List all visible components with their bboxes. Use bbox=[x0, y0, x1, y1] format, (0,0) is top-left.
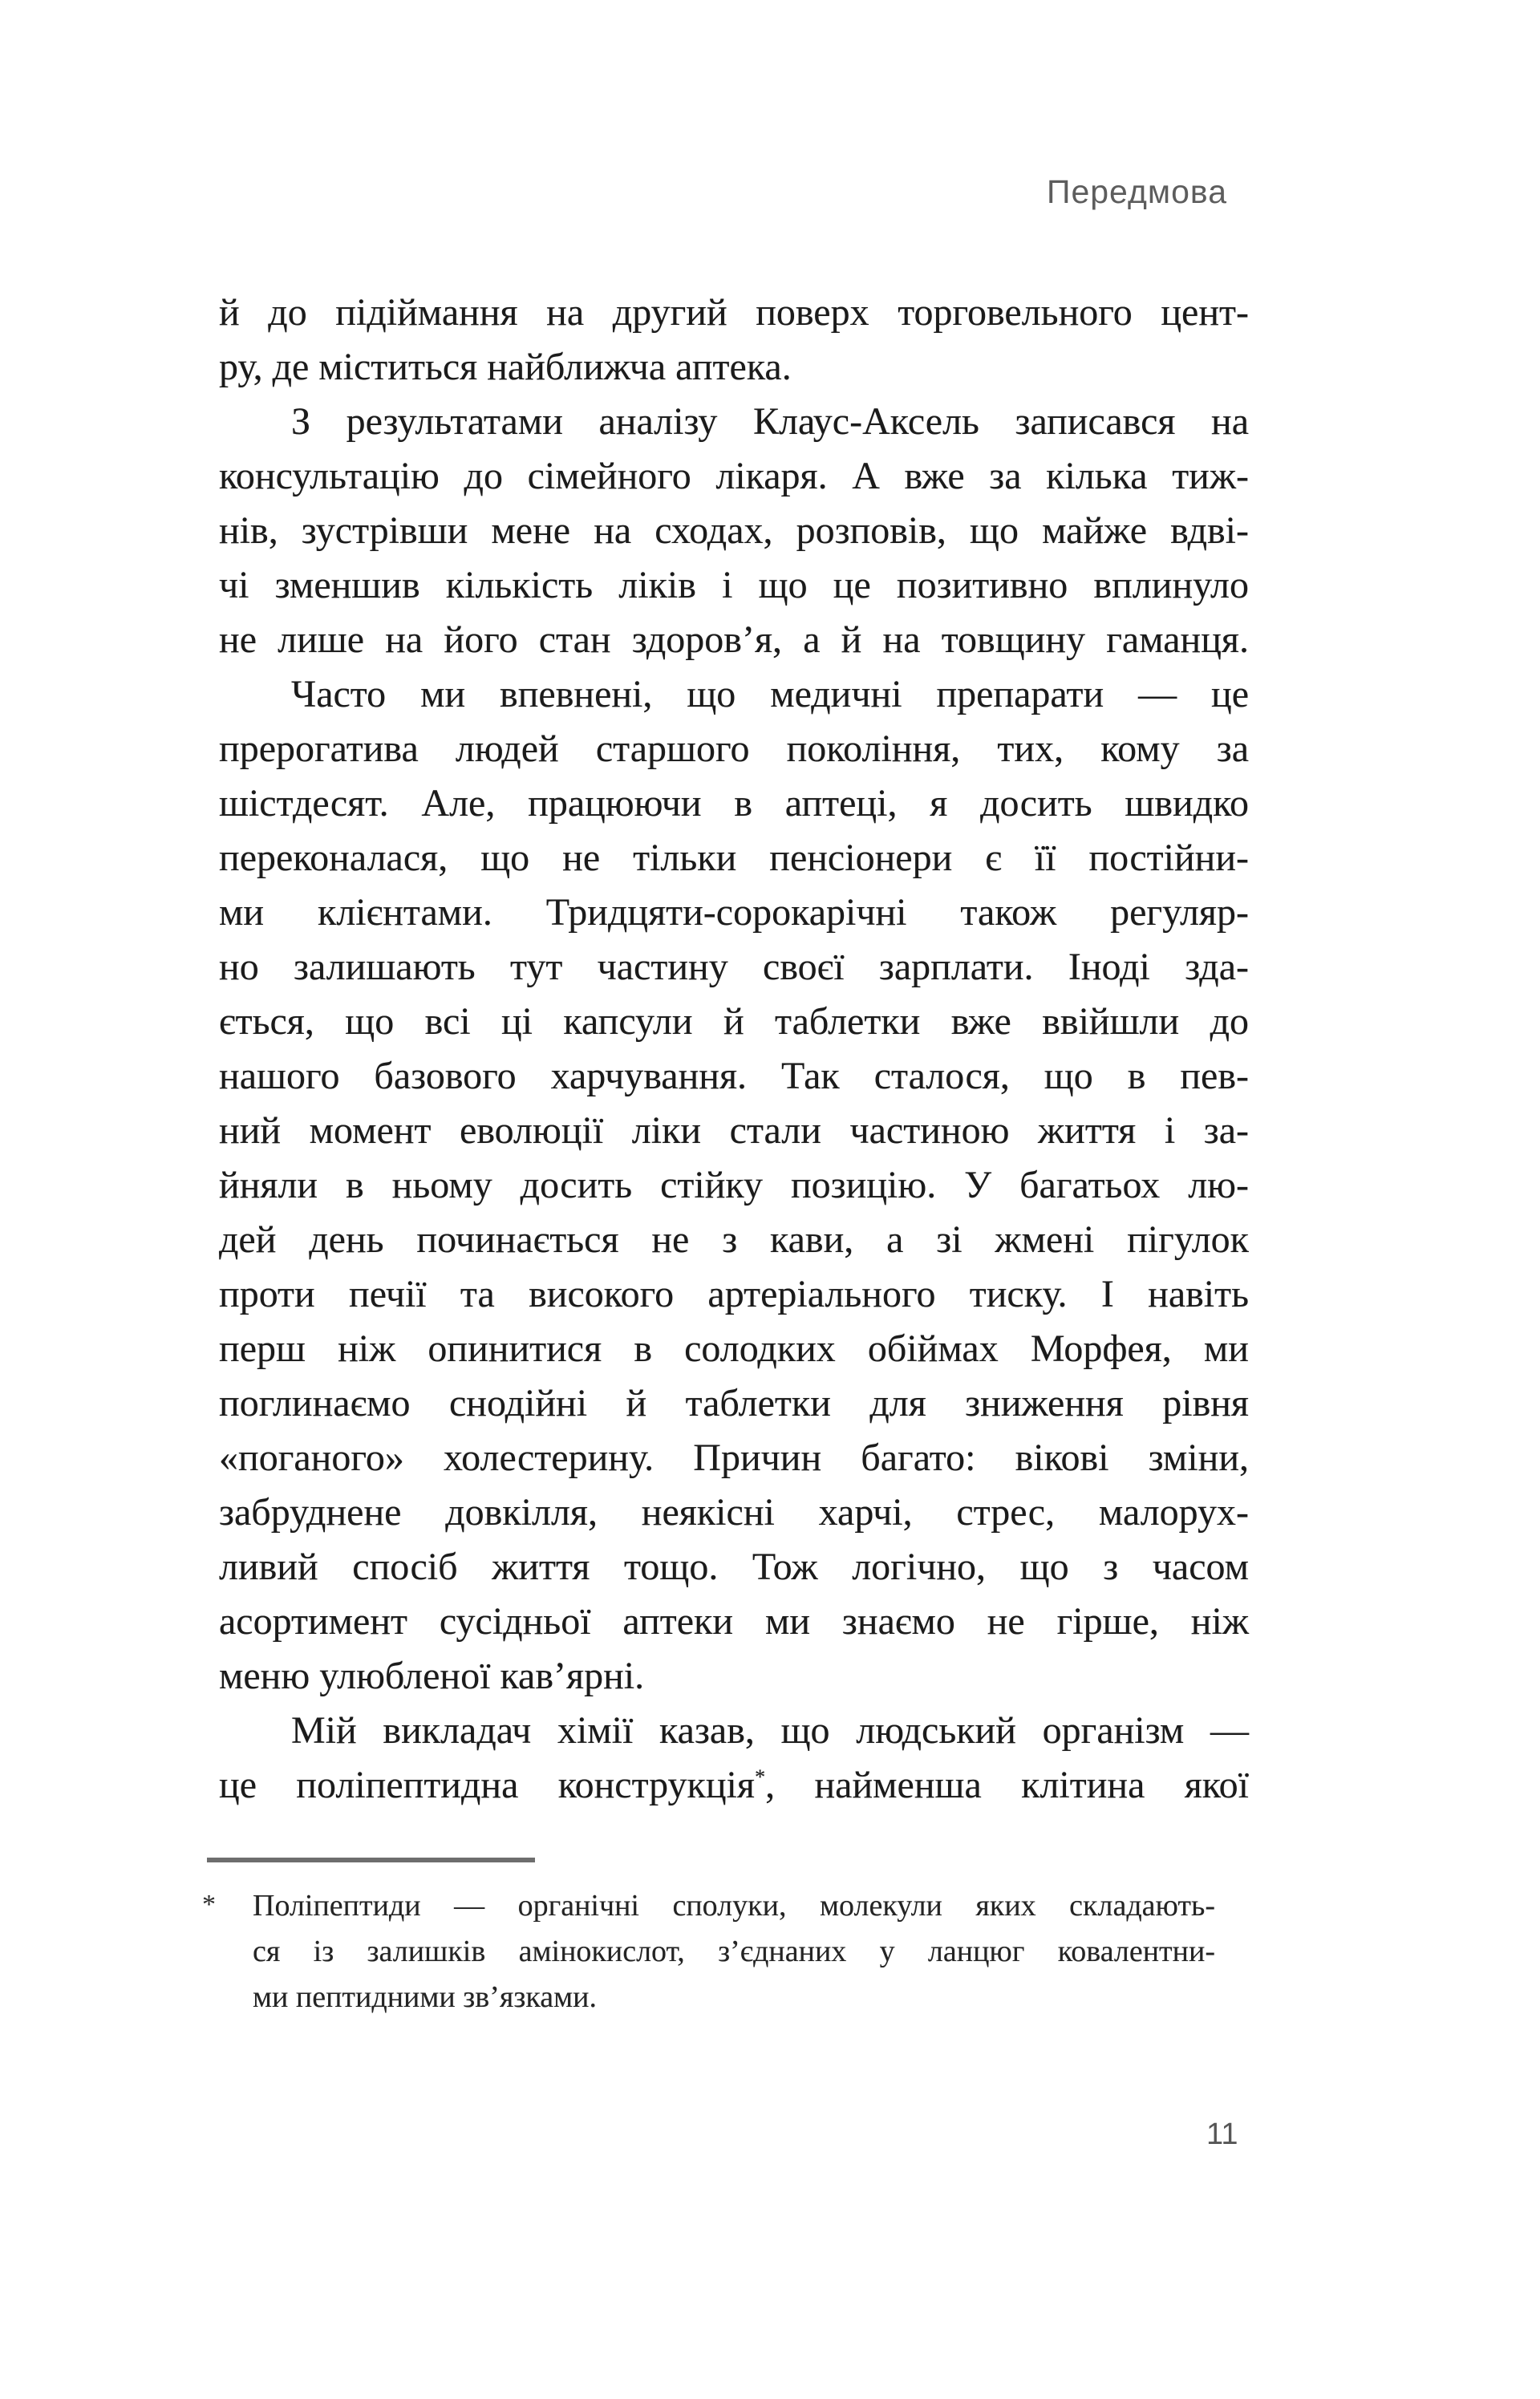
body-line: й до підіймання на другий поверх торговельного цент- bbox=[219, 291, 1249, 334]
body-line: нів, зустрівши мене на сходах, розповів, що майже вдві- bbox=[219, 509, 1249, 552]
footnote-line: ся із залишків амінокислот, з’єднаних у ланцюг ковалентни- bbox=[253, 1935, 1215, 1968]
body-line: йняли в ньому досить стійку позицію. У багатьох лю- bbox=[219, 1164, 1249, 1206]
body-line: «поганого» холестерину. Причин багато: вікові зміни, bbox=[219, 1437, 1249, 1479]
body-line: нашого базового харчування. Так сталося, що в пев- bbox=[219, 1055, 1249, 1097]
body-line: ливий спосіб життя тощо. Тож логічно, що з часом bbox=[219, 1546, 1249, 1588]
body-line: забруднене довкілля, неякісні харчі, стрес, малорух- bbox=[219, 1491, 1249, 1534]
body-line: консультацію до сімейного лікаря. А вже за кілька тиж- bbox=[219, 455, 1249, 497]
body-line: переконалася, що не тільки пенсіонери є її постійни- bbox=[219, 837, 1249, 879]
body-line: Мій викладач хімії казав, що людський організм — bbox=[291, 1709, 1249, 1752]
footnote-ref-asterisk: * bbox=[754, 1765, 766, 1789]
body-line: не лише на його стан здоров’я, а й на товщину гаманця. bbox=[219, 618, 1249, 661]
footnote-line: ми пептидними зв’язками. bbox=[253, 1980, 597, 2014]
body-line: ру, де міститься найближча аптека. bbox=[219, 346, 792, 388]
body-line-text: , найменша клітина якої bbox=[765, 1764, 1250, 1806]
body-line: дей день починається не з кави, а зі жмені пігулок bbox=[219, 1218, 1249, 1261]
body-line: ється, що всі ці капсули й таблетки вже ввійшли до bbox=[219, 1000, 1249, 1043]
body-line: прерогатива людей старшого покоління, тих, кому за bbox=[219, 727, 1249, 770]
footnote-line: Поліпептиди — органічні сполуки, молекули яких складають- bbox=[253, 1889, 1215, 1923]
body-line-text: це поліпептидна конструкція bbox=[219, 1764, 755, 1806]
body-text bbox=[219, 286, 1249, 1813]
body-line: З результатами аналізу Клаус-Аксель записався на bbox=[291, 400, 1249, 443]
body-line: Часто ми впевнені, що медичні препарати — це bbox=[291, 673, 1249, 715]
body-line: асортимент сусідньої аптеки ми знаємо не гірше, ніж bbox=[219, 1600, 1249, 1643]
body-line: шістдесят. Але, працюючи в аптеці, я досить швидко bbox=[219, 782, 1249, 825]
body-line: меню улюбленої кав’ярні. bbox=[219, 1655, 645, 1697]
body-line: но залишають тут частину своєї зарплати. Іноді зда- bbox=[219, 946, 1249, 988]
page-number: 11 bbox=[1206, 2117, 1238, 2151]
footnote-separator-rule bbox=[207, 1858, 535, 1862]
footnote-marker-asterisk: * bbox=[202, 1890, 216, 1919]
body-line: поглинаємо снодійні й таблетки для зниження рівня bbox=[219, 1382, 1249, 1424]
body-line: ми клієнтами. Тридцяти-сорокарічні також регуляр- bbox=[219, 891, 1249, 934]
body-line: перш ніж опинитися в солодких обіймах Морфея, ми bbox=[219, 1327, 1249, 1370]
body-line: ний момент еволюції ліки стали частиною життя і за- bbox=[219, 1109, 1249, 1152]
running-header: Передмова bbox=[1046, 173, 1227, 210]
body-line: проти печії та високого артеріального тиску. І навіть bbox=[219, 1273, 1249, 1315]
body-line: чі зменшив кількість ліків і що це позитивно вплинуло bbox=[219, 564, 1249, 606]
footnote-text bbox=[253, 1883, 1215, 2020]
body-line bbox=[219, 1758, 1249, 1813]
